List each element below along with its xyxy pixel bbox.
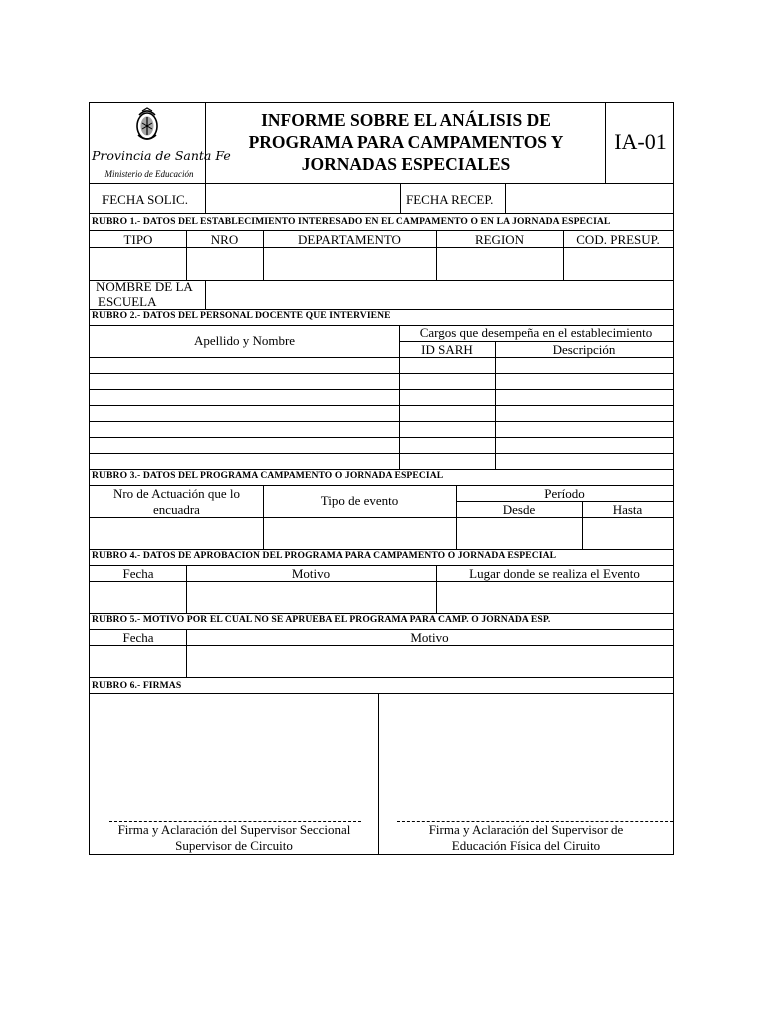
province-name: Provincia de Santa Fe — [92, 148, 231, 163]
rubro-6-title: RUBRO 6.- FIRMAS — [92, 680, 182, 691]
caption-line: Firma y Aclaración del Supervisor Seccional — [117, 822, 351, 837]
col-apellido-nombre: Apellido y Nombre — [193, 333, 296, 348]
divider — [90, 677, 673, 678]
rubro-3-title: RUBRO 3.- DATOS DEL PROGRAMA CAMPAMENTO O JORNADA ESPECIAL — [92, 470, 444, 481]
divider — [400, 183, 401, 213]
nro-field[interactable] — [187, 248, 263, 279]
col-cod-presup: COD. PRESUP. — [576, 232, 660, 247]
label-line: Nro de Actuación que lo — [112, 486, 241, 501]
rubro-5-title: RUBRO 5.- MOTIVO POR EL CUAL NO SE APRUEBA EL PROGRAMA PARA CAMP. O JORNADA ESP. — [92, 614, 551, 625]
col-id-sarh: ID SARH — [421, 342, 473, 357]
caption-line: Educación Física del Ciruito — [451, 838, 601, 853]
rubro-2-title: RUBRO 2.- DATOS DEL PERSONAL DOCENTE QUE INTERVIENE — [92, 310, 391, 321]
col-motivo: Motivo — [291, 566, 331, 581]
firma-supervisor-educacion-fisica-area[interactable] — [379, 694, 673, 818]
rubro-1-title: RUBRO 1.- DATOS DEL ESTABLECIMIENTO INTERESADO EN EL CAMPAMENTO O EN LA JORNADA ESPECIAL — [92, 216, 611, 227]
firma-left-caption — [90, 822, 378, 854]
nro-actuacion-field[interactable] — [90, 518, 263, 549]
col-descripcion: Descripción — [552, 342, 616, 357]
fecha-solic-field[interactable] — [206, 184, 400, 212]
lugar-evento-field[interactable] — [437, 582, 673, 613]
col-lugar-evento: Lugar donde se realiza el Evento — [469, 566, 640, 581]
col-nro: NRO — [210, 232, 239, 247]
col-departamento: DEPARTAMENTO — [298, 232, 401, 247]
label-line: NOMBRE DE LA — [96, 279, 193, 294]
aprobacion-motivo-field[interactable] — [187, 582, 436, 613]
col-tipo: TIPO — [123, 232, 153, 247]
tipo-evento-field[interactable] — [264, 518, 456, 549]
title-line: PROGRAMA PARA CAMPAMENTOS Y — [248, 132, 564, 152]
form-ia-01 — [89, 102, 674, 855]
rechazo-motivo-field[interactable] — [187, 646, 673, 677]
coat-of-arms-icon — [133, 107, 161, 143]
rubro-4-title: RUBRO 4.- DATOS DE APROBACION DEL PROGRAMA PARA CAMPAMENTO O JORNADA ESPECIAL — [92, 550, 557, 561]
region-field[interactable] — [437, 248, 563, 279]
col-desde: Desde — [502, 502, 536, 517]
nombre-escuela-field[interactable] — [206, 281, 673, 308]
col-fecha: Fecha — [122, 630, 154, 645]
nombre-escuela-label — [96, 279, 193, 309]
fecha-solic-label: FECHA SOLIC. — [102, 192, 188, 207]
cod-presup-field[interactable] — [564, 248, 673, 279]
col-tipo-evento: Tipo de evento — [320, 493, 399, 508]
fecha-recep-label: FECHA RECEP. — [406, 192, 494, 207]
col-motivo: Motivo — [410, 630, 449, 645]
col-periodo: Período — [544, 486, 585, 501]
rechazo-fecha-field[interactable] — [90, 646, 186, 677]
label-line: encuadra — [153, 502, 200, 517]
title-line: JORNADAS ESPECIALES — [301, 154, 511, 174]
firma-right-caption — [379, 822, 673, 854]
ministry-name: Ministerio de Educación — [104, 169, 194, 179]
tipo-field[interactable] — [90, 248, 186, 279]
departamento-field[interactable] — [264, 248, 436, 279]
col-nro-actuacion — [90, 486, 263, 518]
col-cargos: Cargos que desempeña en el establecimiento — [419, 325, 653, 340]
hasta-field[interactable] — [583, 518, 673, 549]
divider — [90, 213, 673, 214]
desde-field[interactable] — [457, 518, 582, 549]
personal-table-body[interactable] — [90, 358, 673, 469]
col-fecha: Fecha — [122, 566, 154, 581]
col-hasta: Hasta — [612, 502, 643, 517]
col-region: REGION — [474, 232, 525, 247]
divider — [90, 230, 673, 231]
caption-line: Firma y Aclaración del Supervisor de — [428, 822, 624, 837]
title-line: INFORME SOBRE EL ANÁLISIS DE — [261, 110, 551, 130]
label-line: ESCUELA — [98, 294, 157, 309]
firma-supervisor-seccional-area[interactable] — [90, 694, 378, 818]
caption-line: Supervisor de Circuito — [175, 838, 293, 853]
fecha-recep-field[interactable] — [506, 184, 673, 212]
form-code: IA-01 — [614, 129, 667, 154]
page-title — [207, 109, 605, 175]
aprobacion-fecha-field[interactable] — [90, 582, 186, 613]
